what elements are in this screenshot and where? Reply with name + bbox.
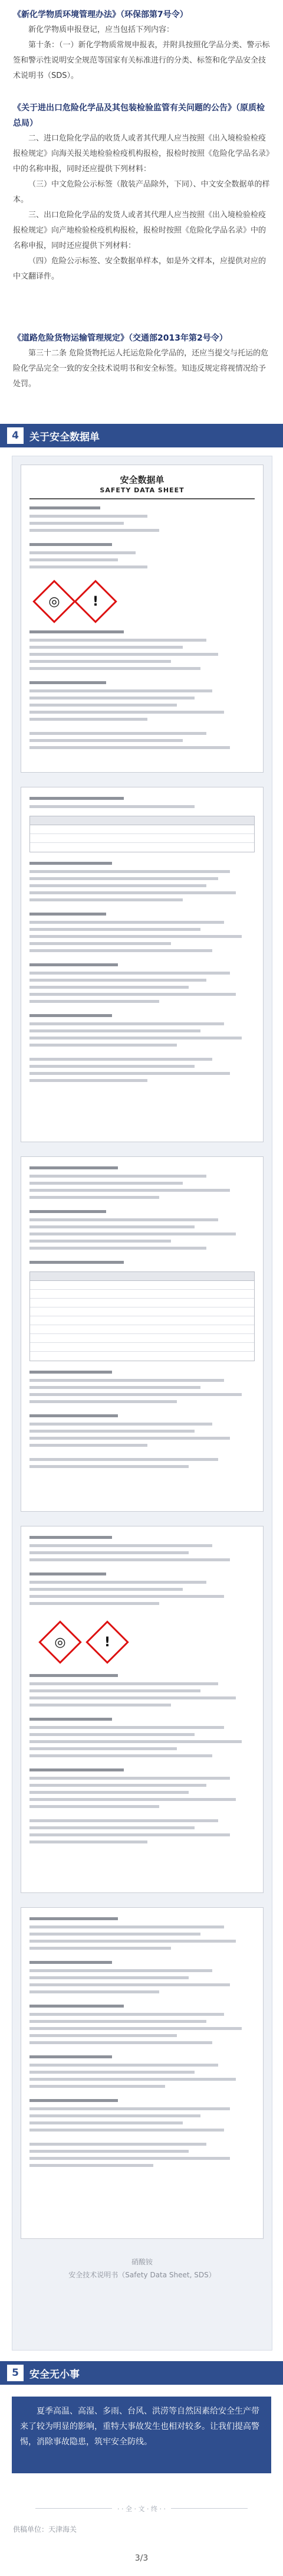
- text-line: [29, 2164, 153, 2167]
- hazard-pictogram-oxidizer-icon: ◎: [32, 580, 76, 623]
- text-line: [29, 891, 236, 894]
- text-line: [29, 2034, 177, 2037]
- end-divider: [0, 2503, 283, 2515]
- text-line: [29, 1458, 218, 1461]
- text-line: [29, 2129, 224, 2132]
- text-line: [29, 1841, 147, 1843]
- text-line: [29, 1718, 112, 1721]
- text-line: [29, 1414, 118, 1417]
- text-line: [29, 1189, 230, 1192]
- sds-page-2: [21, 787, 264, 1142]
- law-title: 《新化学物质环境管理办法》（环保部第7号令）: [13, 10, 188, 19]
- text-line: [29, 739, 183, 742]
- text-line: [29, 1465, 189, 1468]
- section-title: 安全无小事: [29, 2368, 80, 2381]
- text-line: [29, 689, 212, 692]
- text-line: [29, 1037, 242, 1039]
- text-line: [29, 718, 147, 721]
- section-header-4: [0, 424, 283, 447]
- text-line: [29, 805, 195, 808]
- text-line: [29, 1014, 112, 1017]
- text-line: [29, 1704, 171, 1707]
- text-line: [29, 746, 230, 749]
- text-line: [29, 1791, 189, 1794]
- text-line: [29, 1983, 230, 1986]
- text-line: [29, 1544, 212, 1547]
- sds-title-en: SAFETY DATA SHEET: [100, 486, 185, 494]
- text-line: [29, 1400, 177, 1403]
- text-line: [29, 963, 118, 966]
- text-line: [29, 1573, 106, 1575]
- safety-notice-text: 夏季高温、高湿、多雨、台风、洪涝等自然因素给安全生产带来了较为明显的影响，重特大事故发生也相对较多。让我们提高警惕，消除事故隐患，筑牢安全防线。: [20, 2407, 259, 2447]
- text-line: [29, 1430, 195, 1433]
- text-line: [29, 2143, 206, 2146]
- text-line: [29, 1058, 212, 1061]
- text-line: [29, 1166, 118, 1169]
- text-line: [29, 1240, 171, 1243]
- section-number: 5: [7, 2365, 24, 2381]
- text-line: [29, 2027, 242, 2030]
- text-line: [29, 660, 171, 663]
- text-line: [29, 1581, 206, 1584]
- text-line: [29, 1371, 112, 1374]
- sds-caption-substance: 硝酸铵: [131, 2258, 153, 2266]
- text-line: [29, 1233, 236, 1235]
- text-line: [29, 1029, 200, 1032]
- text-line: [29, 1826, 195, 1829]
- page-number: 3/3: [134, 2554, 149, 2563]
- text-line: [29, 993, 236, 996]
- text-line: [29, 639, 206, 642]
- sds-page-4: [21, 1526, 264, 1893]
- hazard-pictogram-exclamation-icon: !: [74, 580, 117, 623]
- text-line: [29, 1747, 177, 1750]
- text-line: [29, 1754, 212, 1757]
- text-line: [29, 1689, 200, 1692]
- text-line: [29, 681, 106, 684]
- safety-notice-box: [12, 2397, 271, 2473]
- text-line: [29, 1674, 118, 1677]
- text-line: [29, 1182, 183, 1185]
- text-line: [29, 1379, 224, 1382]
- text-line: [29, 1079, 147, 1082]
- text-line: [29, 1175, 206, 1178]
- text-line: [29, 2078, 236, 2081]
- text-line: [29, 1976, 189, 1979]
- text-line: [29, 1726, 224, 1729]
- text-line: [29, 565, 147, 568]
- text-line: [29, 1210, 106, 1213]
- properties-table: [29, 1271, 255, 1361]
- text-line: [29, 2041, 212, 2044]
- text-line: [29, 1933, 200, 1936]
- text-line: [29, 1261, 124, 1264]
- text-line: [29, 1961, 112, 1964]
- text-line: [29, 667, 200, 670]
- hazard-pictogram-exclamation-icon: !: [85, 1620, 129, 1664]
- text-line: [29, 877, 218, 880]
- text-line: [29, 1740, 242, 1743]
- text-line: [29, 2071, 195, 2074]
- text-line: [29, 913, 106, 916]
- text-line: [29, 653, 218, 656]
- text-line: [29, 1969, 212, 1972]
- text-line: [29, 1551, 189, 1554]
- text-line: [29, 921, 224, 924]
- text-line: [29, 1423, 212, 1426]
- text-line: [29, 506, 100, 509]
- text-line: [29, 1696, 236, 1699]
- law-title: 《道路危险货物运输管理规定》（交通部2013年第2号令）: [13, 334, 228, 343]
- text-line: [29, 1784, 206, 1787]
- text-line: [29, 1990, 159, 1993]
- text-line: [29, 1926, 224, 1928]
- text-line: [29, 2005, 124, 2008]
- text-line: [29, 1805, 159, 1808]
- text-line: [29, 1386, 200, 1389]
- hazard-pictogram-oxidizer-icon: ◎: [38, 1620, 82, 1664]
- law-paragraph: 二、进口危险化学品的收货人或者其代理人应当按照《出入境检验检疫报检规定》向海关报关地检验检疫机构报检，报检时按照《危险化学品名录》中的名称申报，同时还应提供下列材料：: [13, 134, 270, 174]
- text-line: [29, 1798, 236, 1801]
- text-line: [29, 1044, 177, 1047]
- text-line: [29, 1444, 147, 1447]
- sds-title-cn: 安全数据单: [120, 475, 164, 485]
- text-line: [29, 646, 183, 649]
- text-line: [29, 2107, 230, 2110]
- text-line: [29, 1768, 124, 1771]
- text-line: [29, 1777, 230, 1780]
- text-line: [29, 1022, 224, 1025]
- text-line: [29, 2157, 230, 2160]
- text-line: [29, 697, 195, 699]
- text-line: [29, 1536, 112, 1539]
- law-block-3: [13, 331, 270, 392]
- text-line: [29, 1947, 171, 1950]
- law-paragraph: （三）中文危险公示标签（散装产品除外，下同）、中文安全数据单的样本。: [13, 180, 270, 204]
- divider: [29, 498, 255, 499]
- text-line: [29, 928, 200, 931]
- law-paragraph: 新化学物质申报登记，应当包括下列内容：: [28, 25, 175, 34]
- text-line: [29, 1588, 183, 1591]
- law-paragraph: （四）危险公示标签、安全数据单样本，如是外文样本，应提供对应的中文翻译件。: [13, 257, 266, 281]
- text-line: [29, 2020, 206, 2023]
- text-line: [29, 1558, 230, 1561]
- sds-page-1: [21, 465, 264, 773]
- text-line: [29, 2085, 165, 2088]
- text-line: [29, 2099, 118, 2102]
- text-line: [29, 935, 242, 938]
- text-line: [29, 1602, 159, 1605]
- sds-caption: 安全技术说明书（Safety Data Sheet, SDS）: [68, 2271, 216, 2279]
- text-line: [29, 522, 124, 525]
- text-line: [29, 2150, 189, 2153]
- text-line: [29, 1218, 218, 1221]
- text-line: [29, 1733, 195, 1736]
- text-line: [29, 2121, 183, 2124]
- source-credit: 供稿单位：天津海关: [13, 2525, 77, 2533]
- text-line: [29, 1072, 230, 1075]
- text-line: [29, 558, 118, 561]
- text-line: [29, 711, 224, 714]
- text-line: [29, 732, 206, 735]
- text-line: [29, 2114, 200, 2117]
- law-title: 《关于进出口危险化学品及其包装检验监管有关问题的公告》（原质检总局）: [13, 103, 265, 128]
- text-line: [29, 543, 112, 546]
- text-line: [29, 630, 124, 633]
- text-line: [29, 1917, 118, 1920]
- text-line: [29, 2013, 224, 2016]
- text-line: [29, 1833, 230, 1836]
- text-line: [29, 898, 183, 901]
- section-number: 4: [7, 427, 24, 444]
- end-divider-label: · · 全 · 文 · 终 · ·: [117, 2505, 166, 2513]
- text-line: [29, 979, 206, 982]
- text-line: [29, 949, 212, 952]
- text-line: [29, 1196, 159, 1199]
- text-line: [29, 1225, 195, 1228]
- text-line: [29, 797, 124, 800]
- law-paragraph: 三、出口危险化学品的发货人或者其代理人应当按照《出入境检验检疫报检规定》向产地检验检疫机构报检，报检时按照《危险化学品名录》中的名称申报，同时还应提供下列材料：: [13, 211, 266, 250]
- text-line: [29, 1940, 236, 1943]
- text-line: [29, 1819, 218, 1822]
- text-line: [29, 972, 230, 975]
- text-line: [29, 1247, 206, 1250]
- composition-table: [29, 816, 255, 852]
- text-line: [29, 1595, 224, 1598]
- text-line: [29, 529, 159, 532]
- law-paragraph: 第十条：（一）新化学物质常规申报表，并附具按照化学品分类、警示标签和警示性说明安全规范等国家有关标准进行的分类、标签和化学品安全技术说明书（SDS）。: [13, 41, 270, 80]
- law-block-1: [13, 7, 270, 84]
- text-line: [29, 942, 171, 945]
- text-line: [29, 515, 147, 518]
- text-line: [29, 1682, 218, 1685]
- law-block-2: [13, 100, 270, 285]
- sds-page-5: [21, 1907, 264, 2239]
- text-line: [29, 551, 136, 554]
- text-line: [29, 862, 112, 865]
- text-line: [29, 986, 189, 989]
- sds-page-3: [21, 1156, 264, 1512]
- section-title: 关于安全数据单: [29, 431, 100, 443]
- text-line: [29, 870, 230, 873]
- text-line: [29, 884, 206, 887]
- section-header-5: [0, 2361, 283, 2385]
- text-line: [29, 1393, 242, 1396]
- law-paragraph: 第三十二条 危险货物托运人托运危险化学品的，还应当提交与托运的危险化学品完全一致的安全技术说明书和安全标签。知违反规定将视情况给予处罚。: [13, 349, 269, 388]
- text-line: [29, 2055, 112, 2058]
- text-line: [29, 1065, 195, 1068]
- sds-document-image: [12, 456, 272, 2351]
- text-line: [29, 1437, 230, 1440]
- text-line: [29, 704, 177, 707]
- text-line: [29, 2064, 218, 2067]
- text-line: [29, 1000, 159, 1003]
